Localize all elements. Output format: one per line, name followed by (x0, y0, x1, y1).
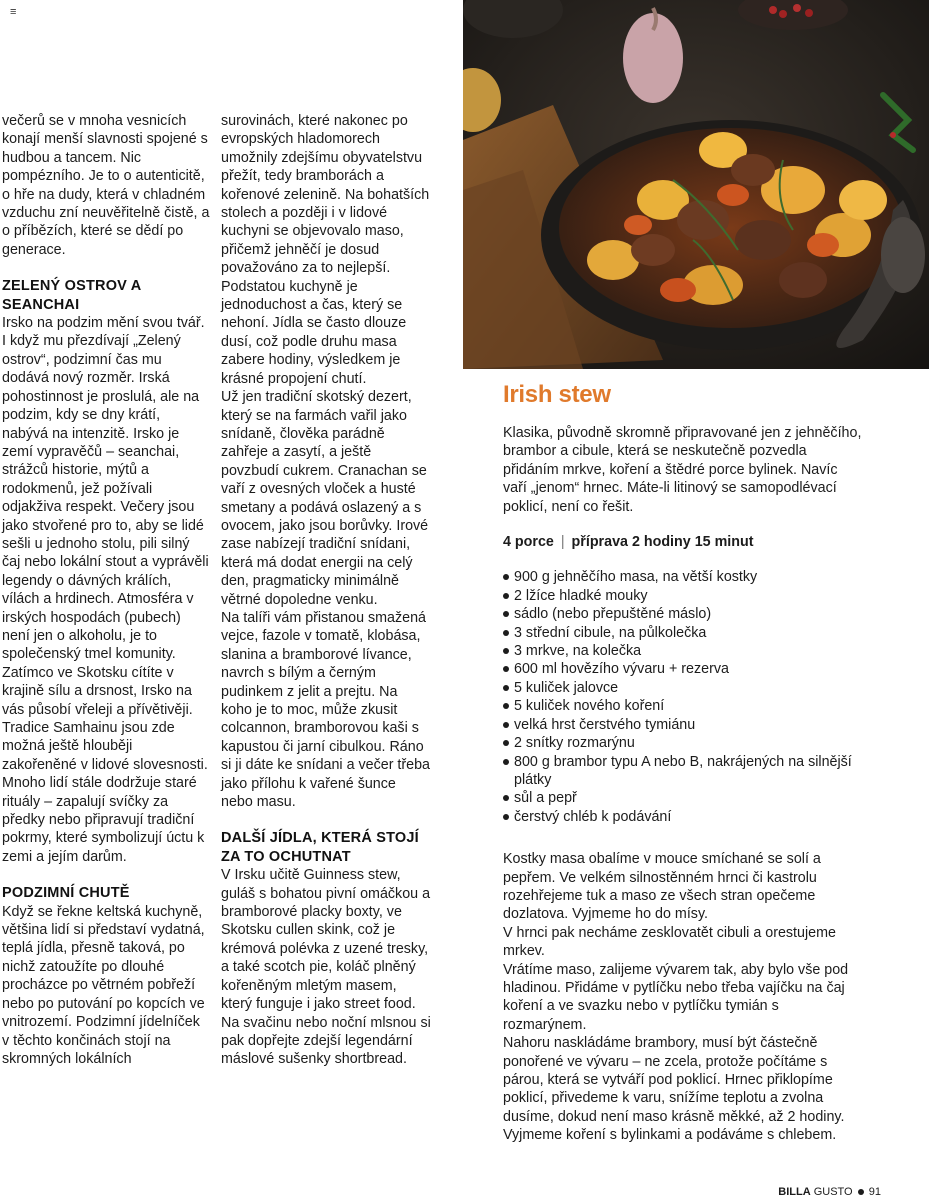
recipe-title: Irish stew (503, 381, 611, 408)
ingredient-item: 5 kuliček jalovce (503, 679, 863, 697)
ingredient-item: 600 ml hovězího vývaru + rezerva (503, 660, 863, 678)
paragraph: V Irsku učitě Guinness stew, guláš s bohatou pivní omáčkou a bramborové placky boxty, ve Skotsku cullen skink, což je krémová polévka z uzené tresky, a také scotch pie, koláč plněný kořeněným mletým masem, který funguje i jako street food. Na svačinu nebo noční mlsnou si pak dopřejte zdejší legendární máslové sušenky shortbread. (221, 867, 431, 1068)
ingredient-item: 2 lžíce hladké mouky (503, 587, 863, 605)
menu-icon: ≡ (10, 6, 17, 18)
irish-stew-photo (463, 0, 929, 369)
separator: | (560, 534, 565, 551)
recipe (503, 378, 863, 1145)
ingredient-item: 5 kuliček nového koření (503, 697, 863, 715)
paragraph: Když se řekne keltská kuchyně, většina lidí si představí vydatná, teplá jídla, přesně taková, po nichž zatoužíte po dlouhé procházce po větrném pobřeží nebo po putování po kopcích ve vnitrozemí. Podzimní jídelníček v těchto končinách stojí na skromných lokálních (2, 903, 205, 1067)
servings: 4 porce (503, 534, 554, 551)
method-step: Kostky masa obalíme v mouce smíchané se solí a pepřem. Ve velkém silnostěnném hrnci či kastrolu rozehřejeme tuk a maso ze všech stran opečeme dozlatova. Vyjmeme ho do mísy. (503, 851, 821, 923)
ingredient-item: čerstvý chléb k podávání (503, 808, 863, 826)
recipe-intro: Klasika, původně skromně připravované jen z jehněčího, brambor a cibule, která se neskutečně pozvedla přidáním mrkve, koření a štědré porce bylinek. Navíc vaří „jenom“ hrnec. Máte-li litinový se samopodlévací poklicí, není co řešit. (503, 425, 862, 515)
ingredient-item: velká hrst čerstvého tymiánu (503, 716, 863, 734)
paragraph: Irsko na podzim mění svou tvář. I když mu přezdívají „Zelený ostrov“, podzimní čas mu dodává nový rozměr. Irská pohostinnost je proslulá, ale na podzim, kdy se dny krátí, nabývá na intenzitě. Irsko je zemí vypravěčů – seanchai, strážců historie, mýtů a rodokmenů, jež požívali odjakživa respekt. Večery jsou jako stvořené pro to, aby se lidé sešli u jednoho stolu, pili silný čaj nebo lokální stout a vyprávěli legendy o dávných králích, vílách a hrdinech. Atmosféra v irských hospodách (pubech) není jen o alkoholu, je to společenský tmel komunity. Zatímco ve Skotsku cítíte v krajině sílu a drsnost, Irsko na vás působí vřeleji a přívětivěji. Tradice Samhainu jsou zde možná ještě hlouběji zakořeněné v lidové slovesnosti. Mnoho lidí stále dodržuje staré rituály – zapalují svíčky za předky nebo připravují tradiční pokrmy, které symbolizují úctu k zemi a jejím darům. (2, 315, 209, 865)
bullet-dot (858, 1189, 864, 1195)
recipe-method (503, 850, 863, 1145)
ingredient-item: 3 střední cibule, na půlkolečka (503, 624, 863, 642)
page-number: 91 (868, 1186, 881, 1198)
magazine-name: GUSTO (813, 1186, 853, 1198)
paragraph: večerů se v mnoha vesnicích konají menší slavnosti spojené s hudbou a tancem. Nic pompézního. Je to o autenticitě, o hře na dudy, která v chladném vzduchu zní neuvěřitelně čistě, a o příbězích, které se dědí po generace. (2, 113, 210, 258)
section-heading: DALŠÍ JÍDLA, KTERÁ STOJÍ ZA TO OCHUTNAT (221, 830, 419, 865)
ingredient-item: sůl a pepř (503, 789, 863, 807)
brand-name: BILLA (778, 1186, 811, 1198)
page-footer (778, 1185, 881, 1199)
ingredient-list (503, 568, 863, 826)
recipe-meta (503, 533, 863, 551)
ingredient-item: 800 g brambor typu A nebo B, nakrájených na silnější plátky (503, 753, 863, 790)
paragraph: surovinách, které nakonec po evropských hladomorech umožnily zdejšímu obyvatelstvu přežít, tedy bramborách a kořenové zelenině. Na bohatších stolech a později i v lidové kuchyni se objevovalo maso, přičemž jehněčí je dosud považováno za to nejlepší. Podstatou kuchyně je jednoduchost a čas, který se nehoní. Jídla se často dlouze dusí, což podle druhu masa zabere hodiny, výsledkem je krásné propojení chutí. (221, 113, 430, 387)
paragraph: Už jen tradiční skotský dezert, který se na farmách vařil jako snídaně, člověka parádně zahřeje a zasytí, a ještě povzbudí cukrem. Cranachan se vaří z ovesných vloček a husté smetany a podává oslazený a s ovocem, jako jsou borůvky. Irové zase nabízejí tradiční snídani, která má dodat energii na celý den, pragmaticky minimálně větrné dopoledne venku. (221, 389, 429, 608)
ingredient-item: 3 mrkve, na kolečka (503, 642, 863, 660)
method-step: V hrnci pak necháme zesklovatět cibuli a orestujeme mrkev. (503, 924, 836, 960)
paragraph: Na talíři vám přistanou smažená vejce, fazole v tomatě, klobása, slanina a bramborové lívance, navrch s bílým a černým pudinkem z jelit a prejtu. Na koho je to moc, může zkusit colcannon, bramborovou kaši s kapustou či jarní cibulkou. Ráno si ji dáte ke snídani a večer třeba jako přílohu k vařené šunce nebo masu. (221, 609, 431, 811)
ingredient-item: sádlo (nebo přepuštěné máslo) (503, 605, 863, 623)
section-heading: PODZIMNÍ CHUTĚ (2, 885, 130, 902)
article-column-2 (221, 112, 431, 1069)
method-step: Nahoru naskládáme brambory, musí být částečně ponořené ve vývaru – ne zcela, protože počítáme s párou, která se vytváří pod poklicí. Hrnec přiklopíme poklicí, přivedeme k varu, snížíme teplotu a zvolna dusíme, dokud není maso krásně měkké, až 2 hodiny. Vyjmeme koření s bylinkami a podáváme s chlebem. (503, 1035, 845, 1144)
ingredient-item: 2 snítky rozmarýnu (503, 734, 863, 752)
method-step: Vrátíme maso, zalijeme vývarem tak, aby bylo vše pod hladinou. Přidáme v pytlíčku nebo třeba vajíčku na čaj koření a ve svazku nebo v pytlíčku tymián s rozmarýnem. (503, 961, 849, 1033)
ingredient-item: 900 g jehněčího masa, na větší kostky (503, 568, 863, 586)
prep-time: příprava 2 hodiny 15 minut (571, 534, 754, 551)
section-heading: ZELENÝ OSTROV A SEANCHAI (2, 278, 141, 313)
article-column-1 (2, 112, 210, 1068)
